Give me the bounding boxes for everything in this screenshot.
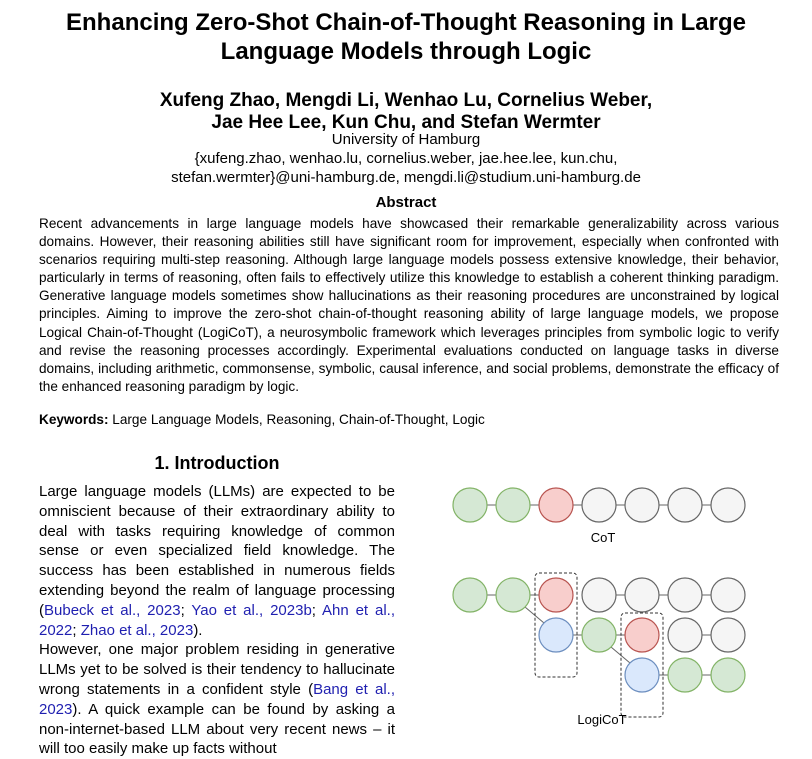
green-thought-node bbox=[453, 578, 487, 612]
affiliation: University of Hamburg bbox=[331, 131, 481, 148]
red-thought-node bbox=[625, 618, 659, 652]
blue-thought-node bbox=[539, 618, 573, 652]
green-thought-node bbox=[453, 488, 487, 522]
gray-thought-node bbox=[668, 578, 702, 612]
intro-text: ). A quick example can be found by asking a non-internet-based LLM about very recent news – it will too easily make up facts without bbox=[39, 700, 395, 758]
abstract-text: Recent advancements in large language models have showcased their remarkable generalizability across various domains. However, their reasoning abilities still have significant room for improvement, especially when confronted with scenarios requiring multi-step reasoning. Although large language models possess extensive knowledge, their behavior, particularly in terms of reasoning, often fails to effectively utilize this knowledge to establish a coherent thinking paradigm. Generative language models sometimes show hallucinations as their reasoning procedures are unconstrained by logical principles. Aiming to improve the zero-shot chain-of-thought reasoning ability of large language models, we propose Logical Chain-of-Thought (LogiCoT), a neurosymbolic framework which leverages principles from symbolic logic to verify and revise the reasoning processes accordingly. Experimental evaluations conducted on language tasks in diverse domains, including arithmetic, commonsense, symbolic, causal inference, and social problems, demonstrate the efficacy of the enhanced reasoning paradigm by logic. bbox=[39, 216, 779, 394]
citation-link[interactable]: Ahn et al., 2022 bbox=[39, 601, 395, 639]
citation-link[interactable]: Yao et al., 2023b bbox=[191, 601, 312, 619]
abstract-heading: Abstract bbox=[375, 194, 437, 211]
red-thought-node bbox=[539, 578, 573, 612]
citation-link[interactable]: Bubeck et al., 2023 bbox=[44, 601, 181, 619]
green-thought-node bbox=[668, 658, 702, 692]
intro-text: However, one major problem residing in generative LLMs yet to be solved is their tendency to hallucinate wrong statements in a confident style ( bbox=[39, 641, 395, 698]
keywords-text: Large Language Models, Reasoning, Chain-of-Thought, Logic bbox=[112, 412, 485, 427]
citation-link[interactable]: Bang et al., 2023 bbox=[39, 680, 395, 718]
red-thought-node bbox=[539, 488, 573, 522]
gray-thought-node bbox=[711, 488, 745, 522]
blue-thought-node bbox=[625, 658, 659, 692]
emails-line-2: stefan.wermter}@uni-hamburg.de, mengdi.li@studium.uni-hamburg.de bbox=[171, 169, 641, 186]
intro-text: ). bbox=[193, 621, 203, 639]
green-thought-node bbox=[496, 578, 530, 612]
citation-link[interactable]: Zhao et al., 2023 bbox=[80, 621, 194, 639]
gray-thought-node bbox=[582, 488, 616, 522]
citation-separator: ; bbox=[72, 621, 81, 639]
figure-diagram bbox=[440, 470, 770, 740]
authors-line-1: Xufeng Zhao, Mengdi Li, Wenhao Lu, Cornelius Weber, bbox=[159, 90, 653, 111]
introduction-body bbox=[39, 482, 395, 759]
green-thought-node bbox=[582, 618, 616, 652]
affiliation-block bbox=[40, 130, 772, 187]
cot-vs-logicot-figure bbox=[440, 470, 770, 740]
keywords bbox=[39, 411, 779, 429]
gray-thought-node bbox=[668, 488, 702, 522]
gray-thought-node bbox=[625, 578, 659, 612]
green-thought-node bbox=[496, 488, 530, 522]
citation-separator: ; bbox=[180, 601, 192, 619]
section-heading-introduction: 1. Introduction bbox=[154, 453, 280, 473]
intro-paragraph-1 bbox=[39, 482, 395, 640]
cot-label: CoT bbox=[590, 530, 616, 545]
gray-thought-node bbox=[582, 578, 616, 612]
diagram-nodes bbox=[453, 488, 745, 692]
gray-thought-node bbox=[625, 488, 659, 522]
emails-line-1: {xufeng.zhao, wenhao.lu, cornelius.weber, jae.hee.lee, kun.chu, bbox=[194, 150, 618, 167]
citation-separator: ; bbox=[311, 601, 323, 619]
authors-line-2: Jae Hee Lee, Kun Chu, and Stefan Wermter bbox=[211, 112, 601, 133]
intro-text: Large language models (LLMs) are expected to be omniscient because of their extraordinary ability to deal with tasks requiring knowledge of common sense or even specialized field knowledge. The success has been established in numerous fields extending beyond the realm of language processing ( bbox=[39, 483, 395, 619]
author-list bbox=[40, 90, 772, 134]
intro-paragraph-2 bbox=[39, 640, 395, 759]
paper-title: Enhancing Zero-Shot Chain-of-Thought Reasoning in Large Language Models through Logic bbox=[66, 9, 746, 65]
green-thought-node bbox=[711, 658, 745, 692]
gray-thought-node bbox=[668, 618, 702, 652]
gray-thought-node bbox=[711, 618, 745, 652]
gray-thought-node bbox=[711, 578, 745, 612]
logicot-label: LogiCoT bbox=[577, 712, 627, 727]
keywords-label: Keywords: bbox=[39, 412, 109, 427]
